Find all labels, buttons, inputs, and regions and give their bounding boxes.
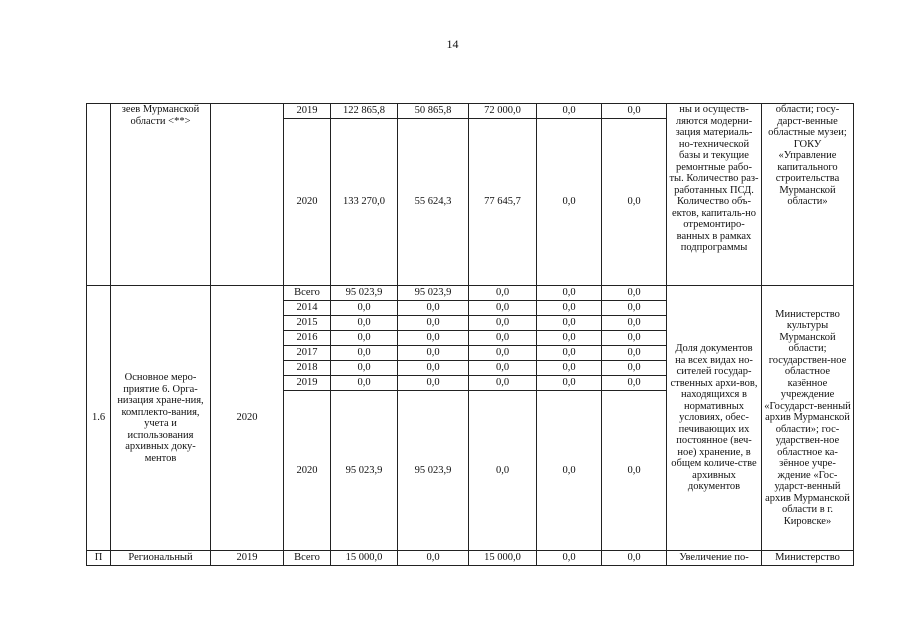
value-cell: 0,0 (537, 286, 602, 301)
value-cell: 0,0 (602, 361, 667, 376)
value-cell: 0,0 (398, 551, 469, 566)
value-cell: 0,0 (537, 551, 602, 566)
value-cell: 0,0 (602, 376, 667, 391)
value-cell: 77 645,7 (469, 119, 537, 286)
total-cell: 122 865,8 (331, 104, 398, 119)
value-cell: 0,0 (602, 301, 667, 316)
executor-cell: области; госу-дарст-венные областные музеи; ГОКУ «Управление капитального строительства Мурманской области» (762, 104, 854, 286)
value-cell: 0,0 (537, 391, 602, 551)
total-cell: 133 270,0 (331, 119, 398, 286)
value-cell: 0,0 (537, 331, 602, 346)
value-cell: 0,0 (398, 376, 469, 391)
activity-name-cell: Основное меро-приятие 6. Орга-низация хране-ния, комплекто-вания, учета и использования архивных доку-ментов (111, 286, 211, 551)
value-cell: 0,0 (469, 331, 537, 346)
row-number-cell: 1.6 (87, 286, 111, 551)
year-cell: 2014 (284, 301, 331, 316)
value-cell: 0,0 (537, 361, 602, 376)
executor-cell: Министерство (762, 551, 854, 566)
table-row (87, 551, 854, 566)
value-cell: 0,0 (602, 286, 667, 301)
total-cell: 0,0 (331, 376, 398, 391)
value-cell: 50 865,8 (398, 104, 469, 119)
row-number-cell: П (87, 551, 111, 566)
value-cell: 0,0 (537, 316, 602, 331)
value-cell: 0,0 (537, 346, 602, 361)
value-cell: 55 624,3 (398, 119, 469, 286)
value-cell: 0,0 (602, 551, 667, 566)
row-number-cell (87, 104, 111, 286)
term-cell (211, 104, 284, 286)
indicator-cell: ны и осуществ-ляются модерни-зация материаль-но-технической базы и текущие ремонтные рабо-ты. Количество раз-работанных ПСД. Количество объ-ектов, капиталь-но отремонтиро-ванных в рамках подпрограммы (667, 104, 762, 286)
value-cell: 0,0 (469, 376, 537, 391)
year-cell: 2019 (284, 376, 331, 391)
value-cell: 0,0 (537, 104, 602, 119)
year-cell: 2015 (284, 316, 331, 331)
program-table (86, 103, 854, 566)
year-cell: 2020 (284, 119, 331, 286)
year-cell: 2020 (284, 391, 331, 551)
value-cell: 0,0 (469, 286, 537, 301)
table-row (87, 286, 854, 301)
total-cell: 0,0 (331, 301, 398, 316)
value-cell: 72 000,0 (469, 104, 537, 119)
value-cell: 15 000,0 (469, 551, 537, 566)
indicator-cell: Доля документов на всех видах но-сителей государ-ственных архи-вов, находящихся в нормативных условиях, обес-печивающих их постоянное (веч-ное) хранение, в общем количе-стве архивных документов (667, 286, 762, 551)
value-cell: 0,0 (602, 331, 667, 346)
value-cell: 0,0 (602, 316, 667, 331)
year-cell: 2018 (284, 361, 331, 376)
total-cell: 95 023,9 (331, 286, 398, 301)
indicator-cell: Увеличение по- (667, 551, 762, 566)
total-cell: 0,0 (331, 331, 398, 346)
value-cell: 0,0 (602, 119, 667, 286)
value-cell: 0,0 (602, 391, 667, 551)
executor-cell: Министерство культуры Мурманской области; государствен-ное областное казённое учреждение «Государст-венный архив Мурманской области»; гос-ударствен-ное областное ка-зённое учре-ждение «Гос-ударст-венный архив Мурманской области в г. Кировске» (762, 286, 854, 551)
value-cell: 0,0 (469, 391, 537, 551)
value-cell: 0,0 (469, 361, 537, 376)
value-cell: 0,0 (469, 316, 537, 331)
value-cell: 0,0 (398, 316, 469, 331)
value-cell: 95 023,9 (398, 286, 469, 301)
total-cell: 15 000,0 (331, 551, 398, 566)
year-cell: 2016 (284, 331, 331, 346)
value-cell: 95 023,9 (398, 391, 469, 551)
value-cell: 0,0 (602, 346, 667, 361)
value-cell: 0,0 (602, 104, 667, 119)
value-cell: 0,0 (537, 119, 602, 286)
total-cell: 0,0 (331, 361, 398, 376)
total-cell: 95 023,9 (331, 391, 398, 551)
activity-name-cell: Региональный (111, 551, 211, 566)
table-row (87, 104, 854, 119)
year-cell: Всего (284, 286, 331, 301)
term-cell: 2019 (211, 551, 284, 566)
value-cell: 0,0 (537, 301, 602, 316)
value-cell: 0,0 (398, 301, 469, 316)
term-cell: 2020 (211, 286, 284, 551)
year-cell: 2017 (284, 346, 331, 361)
year-cell: Всего (284, 551, 331, 566)
activity-name-cell: зеев Мурманской области <**> (111, 104, 211, 286)
value-cell: 0,0 (537, 376, 602, 391)
value-cell: 0,0 (398, 331, 469, 346)
value-cell: 0,0 (469, 301, 537, 316)
value-cell: 0,0 (398, 346, 469, 361)
total-cell: 0,0 (331, 316, 398, 331)
year-cell: 2019 (284, 104, 331, 119)
value-cell: 0,0 (469, 346, 537, 361)
page-number: 14 (446, 37, 459, 51)
total-cell: 0,0 (331, 346, 398, 361)
value-cell: 0,0 (398, 361, 469, 376)
